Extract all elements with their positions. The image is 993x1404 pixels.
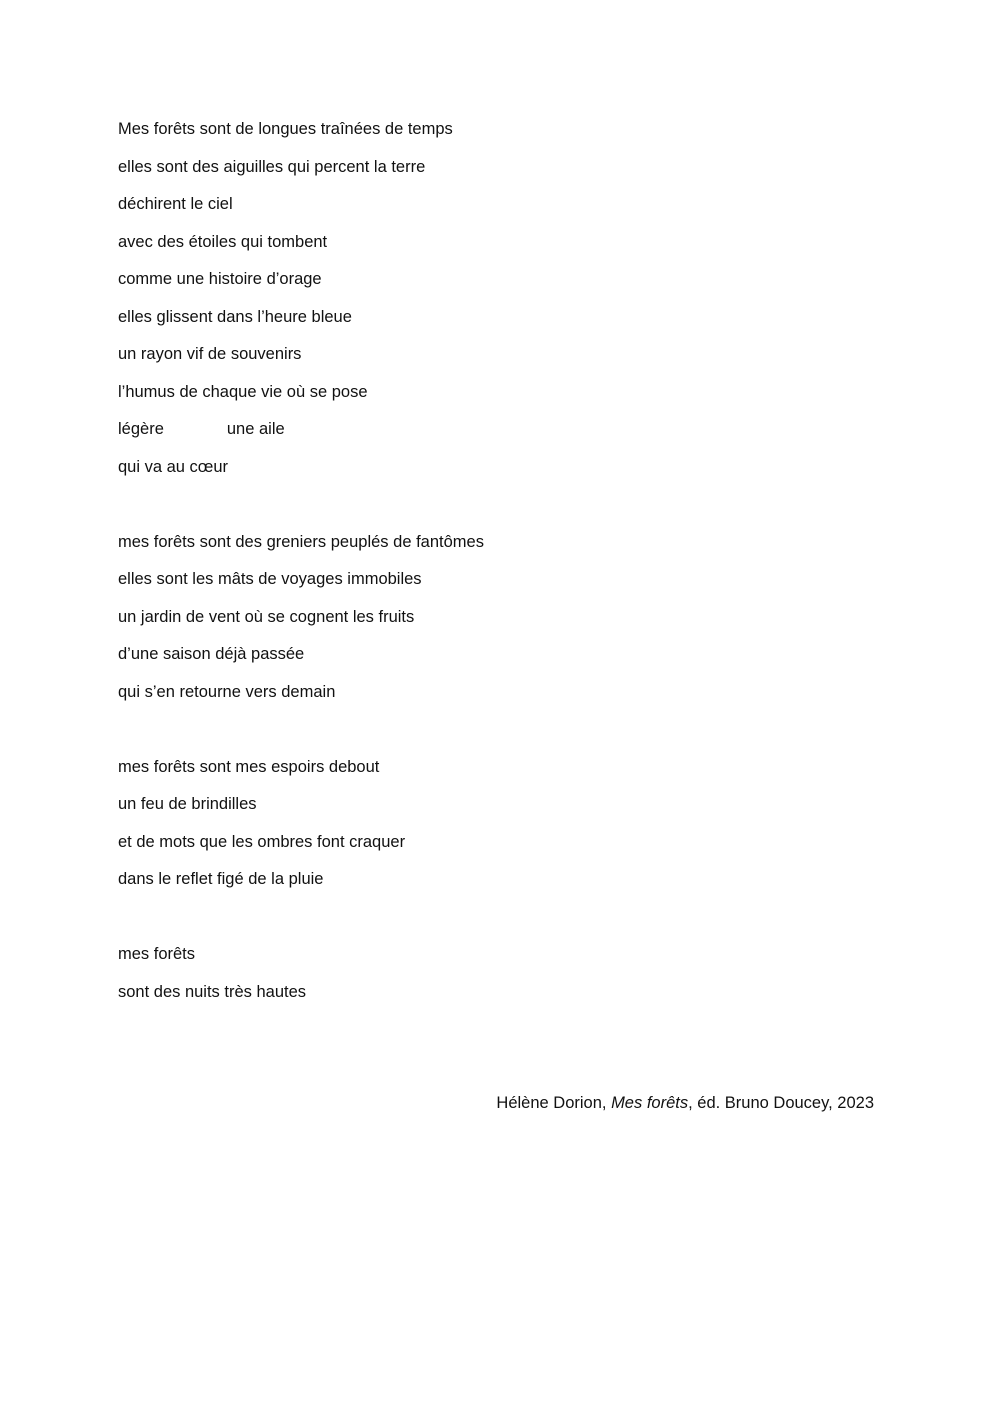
poem-line: mes forêts sont mes espoirs debout [118,757,380,776]
stanza-4 [118,942,878,1017]
poem-line: déchirent le ciel [118,195,233,213]
poem-line: l’humus de chaque vie où se pose [118,382,368,401]
split-line-right: une aile [226,420,285,438]
poem-line: comme une histoire d’orage [118,270,322,288]
poem-line: un rayon vif de souvenirs [118,345,302,363]
poem-line: elles sont les mâts de voyages immobiles [118,570,422,588]
attribution-author: Hélène Dorion, [496,1094,612,1112]
poem-line: sont des nuits très hautes [118,982,307,1001]
attribution-book-title: Mes forêts [611,1094,689,1112]
stanza-2 [118,530,878,718]
poem-line: elles glissent dans l’heure bleue [118,307,352,326]
poem-line-split [118,417,878,455]
poem-line: et de mots que les ombres font craquer [118,832,406,851]
poem-line: elles sont des aiguilles qui percent la terre [118,157,426,176]
attribution-publisher: , éd. Bruno Doucey, 2023 [688,1094,874,1112]
poem-line: un jardin de vent où se cognent les fruits [118,607,415,626]
poem-line: avec des étoiles qui tombent [118,232,328,251]
poem-line: un feu de brindilles [118,795,257,813]
poem-line: Mes forêts sont de longues traînées de temps [118,120,453,138]
poem-line: mes forêts sont des greniers peuplés de fantômes [118,532,484,551]
poem-line: qui s’en retourne vers demain [118,682,336,701]
poem-line: mes forêts [118,945,196,963]
attribution [496,1091,874,1115]
poem-line: qui va au cœur [118,457,229,476]
poem-line: d’une saison déjà passée [118,645,305,663]
stanza-3 [118,755,878,905]
stanza-1 [118,117,878,492]
poem-line: dans le reflet figé de la pluie [118,870,324,888]
poem [118,117,878,1017]
split-line-left: légère [118,420,164,438]
